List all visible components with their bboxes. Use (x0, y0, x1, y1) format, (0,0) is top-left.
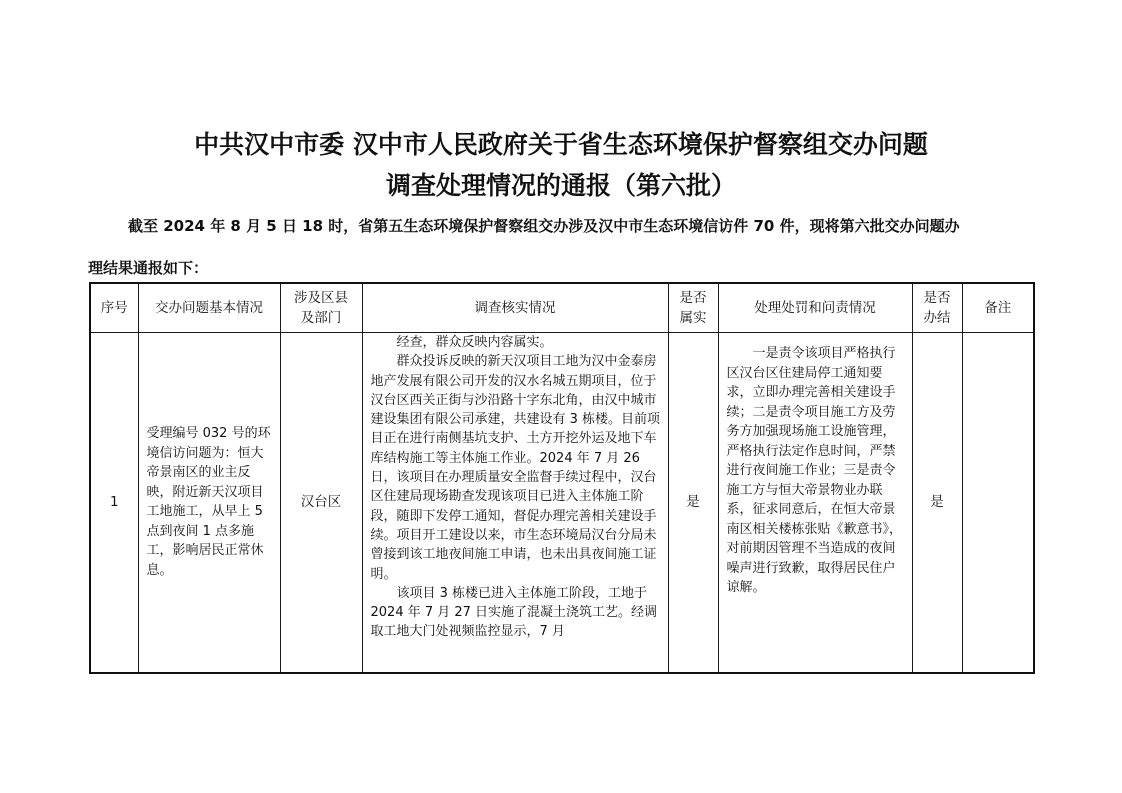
cell-district: 汉台区 (280, 333, 362, 673)
table-row (90, 333, 1034, 673)
cell-verified: 是 (668, 333, 718, 673)
cell-done: 是 (912, 333, 962, 673)
cell-basic: 受理编号 032 号的环境信访问题为：恒大帝景南区的业主反映，附近新天汉项目工地施工，从早上 5 点到夜间 1 点多施工，影响居民正常休息。 (138, 333, 280, 673)
table-header-row (90, 283, 1034, 333)
survey-paragraph-2: 群众投诉反映的新天汉项目工地为汉中金泰房地产发展有限公司开发的汉水名城五期项目，位于汉台区西关正街与沙沿路十字东北角，由汉中城市建设集团有限公司承建，共建设有 3 栋楼。目前项目正在进行南侧基坑支护、土方开挖外运及地下车库结构施工等主体施工作业。2024 年 7 月 26 日，该项目在办理质量安全监督手续过程中，汉台区住建局现场勘查发现该项目已进入主体施工阶段，随即下发停工通知，督促办理完善相关建设手续。项目开工建设以来，市生态环境局汉台分局未曾接到该工地夜间施工申请，也未出具夜间施工证明。 (370, 354, 661, 582)
document-title-line2: 调查处理情况的通报（第六批） (385, 171, 736, 200)
header-verified (668, 283, 718, 333)
intro-paragraph-line1: 截至 2024 年 8 月 5 日 18 时，省第五生态环境保护督察组交办涉及汉中市生态环境信访件 70 件，现将第六批交办问题办 (128, 217, 960, 235)
header-district (280, 283, 362, 333)
header-verified-line2: 属实 (679, 310, 707, 326)
header-remark: 备注 (962, 283, 1034, 333)
header-done (912, 283, 962, 333)
header-penalty: 处理处罚和问责情况 (718, 283, 912, 333)
header-done-line1: 是否 (923, 290, 951, 306)
survey-paragraph-1: 经查，群众反映内容属实。 (396, 335, 553, 350)
intro-paragraph-line2: 理结果通报如下： (88, 259, 209, 277)
survey-paragraph-3: 该项目 3 栋楼已进入主体施工阶段，工地于 2024 年 7 月 27 日实施了混凝土浇筑工艺。经调取工地大门处视频监控显示，7 月 (370, 585, 658, 640)
cell-seq: 1 (90, 333, 138, 673)
document-title-line1: 中共汉中市委 汉中市人民政府关于省生态环境保护督察组交办问题 (194, 130, 928, 159)
header-district-line1: 涉及区县 (294, 290, 348, 306)
cell-survey (362, 333, 668, 673)
header-basic: 交办问题基本情况 (138, 283, 280, 333)
header-done-line2: 办结 (923, 310, 951, 326)
header-survey: 调查核实情况 (362, 283, 668, 333)
header-verified-line1: 是否 (679, 290, 707, 306)
report-table (89, 282, 1035, 674)
header-district-line2: 及部门 (300, 310, 342, 326)
header-seq: 序号 (90, 283, 138, 333)
cell-remark (962, 333, 1034, 673)
penalty-paragraph: 一是责令该项目严格执行区汉台区住建局停工通知要求，立即办理完善相关建设手续；二是责令项目施工方及劳务方加强现场施工设施管理，严格执行法定作息时间，严禁进行夜间施工作业；三是责令施工方与恒大帝景物业办联系，征求同意后，在恒大帝景南区相关楼栋张贴《歉意书》，对前期因管理不当造成的夜间噪声进行致歉，取得居民住户谅解。 (726, 346, 903, 595)
cell-penalty (718, 333, 912, 673)
